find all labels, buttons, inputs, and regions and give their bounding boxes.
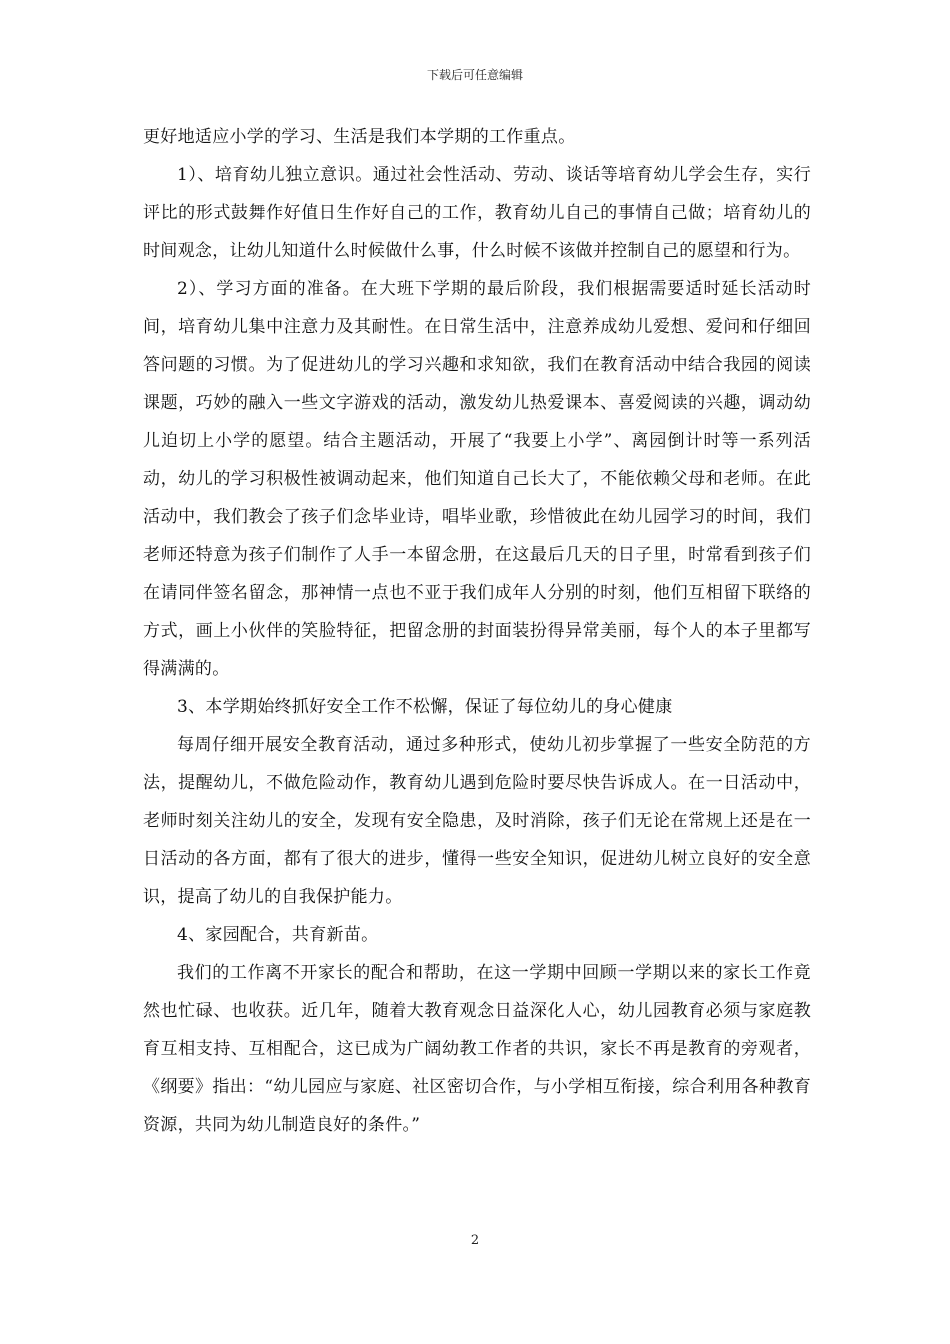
document-body [143,118,811,1144]
paragraph: 我们的工作离不开家长的配合和帮助，在这一学期中回顾一学期以来的家长工作竟然也忙碌、也收获。近几年，随着大教育观念日益深化人心，幼儿园教育必须与家庭教育互相支持、互相配合，这已成为广阔幼教工作者的共识，家长不再是教育的旁观者，《纲要》指出：“幼儿园应与家庭、社区密切合作，与小学相互衔接，综合利用各种教育资源，共同为幼儿制造良好的条件。” [143,963,811,1135]
paragraph: 每周仔细开展安全教育活动，通过多种形式，使幼儿初步掌握了一些安全防范的方法，提醒幼儿，不做危险动作，教育幼儿遇到危险时要尽快告诉成人。在一日活动中，老师时刻关注幼儿的安全，发现有安全隐患，及时消除，孩子们无论在常规上还是在一日活动的各方面，都有了很大的进步，懂得一些安全知识，促进幼儿树立良好的安全意识，提高了幼儿的自我保护能力。 [143,735,811,907]
paragraph: 3、本学期始终抓好安全工作不松懈，保证了每位幼儿的身心健康 [177,697,673,717]
paragraph: 1）、培育幼儿独立意识。通过社会性活动、劳动、谈话等培育幼儿学会生存，实行评比的形式鼓舞作好值日生作好自己的工作，教育幼儿自己的事情自己做；培育幼儿的时间观念，让幼儿知道什么时候做什么事，什么时候不该做并控制自己的愿望和行为。 [143,165,811,261]
page-header: 下载后可任意编辑 [426,68,523,82]
paragraph: 更好地适应小学的学习、生活是我们本学期的工作重点。 [143,127,576,147]
paragraph: 4、家园配合，共育新苗。 [177,925,379,945]
page-number: 2 [470,1233,480,1248]
paragraph: 2）、学习方面的准备。在大班下学期的最后阶段，我们根据需要适时延长活动时间，培育幼儿集中注意力及其耐性。在日常生活中，注意养成幼儿爱想、爱问和仔细回答问题的习惯。为了促进幼儿的学习兴趣和求知欲，我们在教育活动中结合我园的阅读课题，巧妙的融入一些文字游戏的活动，激发幼儿热爱课本、喜爱阅读的兴趣，调动幼儿迫切上小学的愿望。结合主题活动，开展了“我要上小学”、离园倒计时等一系列活动，幼儿的学习积极性被调动起来，他们知道自己长大了，不能依赖父母和老师。在此活动中，我们教会了孩子们念毕业诗，唱毕业歌，珍惜彼此在幼儿园学习的时间，我们老师还特意为孩子们制作了人手一本留念册，在这最后几天的日子里，时常看到孩子们在请同伴签名留念，那神情一点也不亚于我们成年人分别的时刻，他们互相留下联络的方式，画上小伙伴的笑脸特征，把留念册的封面装扮得异常美丽，每个人的本子里都写得满满的。 [143,279,811,679]
